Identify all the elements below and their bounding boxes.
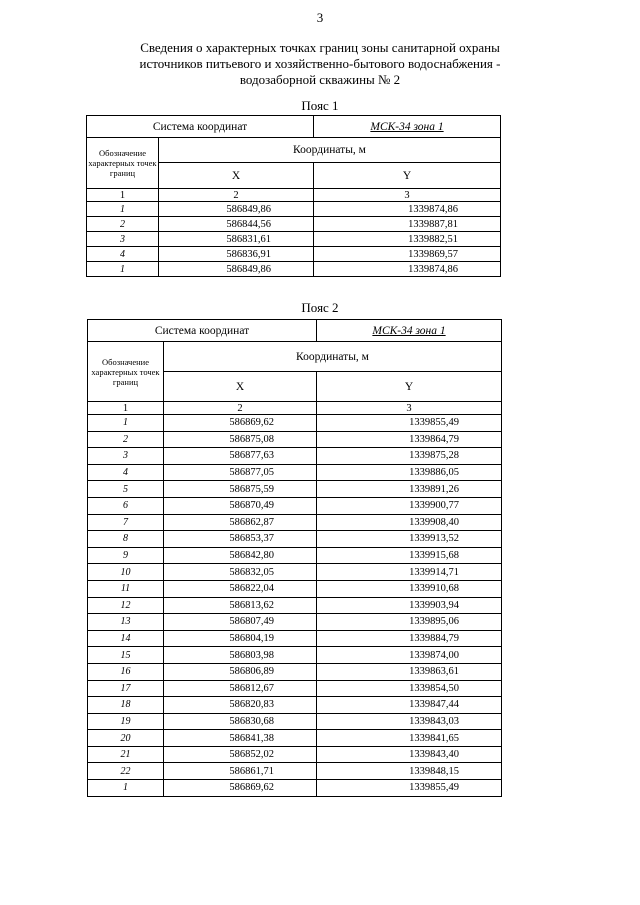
- point-cell: 11: [88, 580, 164, 597]
- y-cell: 1339903,94: [317, 597, 502, 614]
- table-row: [88, 564, 502, 581]
- x-cell: 586849,86: [159, 202, 314, 217]
- x-cell: 586812,67: [164, 680, 317, 697]
- y-cell: 1339886,05: [317, 464, 502, 481]
- point-cell: 18: [88, 697, 164, 714]
- table-row: [88, 580, 502, 597]
- title-line: источников питьевого и хозяйственно-бытового водоснабжения -: [139, 56, 501, 71]
- x-cell: 586861,71: [164, 763, 317, 780]
- y-cell: 1339869,57: [314, 247, 501, 262]
- y-cell: 1339874,00: [317, 647, 502, 664]
- point-cell: 9: [88, 547, 164, 564]
- point-cell: 2: [87, 217, 159, 232]
- coord-system-label: Система координат: [87, 116, 314, 138]
- x-cell: 586803,98: [164, 647, 317, 664]
- point-cell: 7: [88, 514, 164, 531]
- page-number: 3: [316, 10, 324, 25]
- y-cell: 1339891,26: [317, 481, 502, 498]
- y-header: Y: [317, 372, 502, 402]
- x-cell: 586849,86: [159, 262, 314, 277]
- y-cell: 1339847,44: [317, 697, 502, 714]
- point-cell: 1: [88, 415, 164, 432]
- col-number: 3: [317, 402, 502, 415]
- title-line: водозаборной скважины № 2: [239, 72, 401, 87]
- point-cell: 15: [88, 647, 164, 664]
- table-row: [88, 746, 502, 763]
- x-cell: 586853,37: [164, 531, 317, 548]
- table-row: [88, 713, 502, 730]
- table-row: [88, 697, 502, 714]
- coord-system-value: МСК-34 зона 1: [314, 116, 501, 138]
- table-row: [88, 464, 502, 481]
- col-number: 1: [87, 189, 159, 202]
- y-cell: 1339875,28: [317, 448, 502, 465]
- y-cell: 1339854,50: [317, 680, 502, 697]
- y-cell: 1339887,81: [314, 217, 501, 232]
- x-header: X: [164, 372, 317, 402]
- table-row: [88, 680, 502, 697]
- point-cell: 10: [88, 564, 164, 581]
- y-cell: 1339910,68: [317, 580, 502, 597]
- point-cell: 3: [88, 448, 164, 465]
- table-row: [88, 597, 502, 614]
- y-cell: 1339841,65: [317, 730, 502, 747]
- point-cell: 16: [88, 663, 164, 680]
- x-cell: 586875,08: [164, 431, 317, 448]
- y-cell: 1339913,52: [317, 531, 502, 548]
- x-cell: 586862,87: [164, 514, 317, 531]
- point-cell: 13: [88, 614, 164, 631]
- table-row: [88, 763, 502, 780]
- table-row: [88, 497, 502, 514]
- point-cell: 12: [88, 597, 164, 614]
- table-row: [88, 448, 502, 465]
- designation-header: Обозначение характерных точек границ: [88, 342, 164, 402]
- point-cell: 1: [88, 780, 164, 797]
- x-cell: 586836,91: [159, 247, 314, 262]
- x-cell: 586841,38: [164, 730, 317, 747]
- y-cell: 1339914,71: [317, 564, 502, 581]
- y-cell: 1339864,79: [317, 431, 502, 448]
- y-header: Y: [314, 163, 501, 189]
- coordinates-header: Координаты, м: [164, 342, 502, 372]
- point-cell: 1: [87, 202, 159, 217]
- table-row: [88, 614, 502, 631]
- table-row: [88, 481, 502, 498]
- point-cell: 8: [88, 531, 164, 548]
- point-cell: 2: [88, 431, 164, 448]
- col-number: 3: [314, 189, 501, 202]
- y-cell: 1339848,15: [317, 763, 502, 780]
- point-cell: 5: [88, 481, 164, 498]
- title-line: Сведения о характерных точках границ зоны санитарной охраны: [140, 40, 500, 55]
- table-row: [88, 663, 502, 680]
- zone-2-table: [87, 319, 502, 797]
- x-cell: 586804,19: [164, 630, 317, 647]
- y-cell: 1339874,86: [314, 262, 501, 277]
- x-cell: 586870,49: [164, 497, 317, 514]
- x-cell: 586830,68: [164, 713, 317, 730]
- zone-2-label: Пояс 2: [301, 300, 339, 315]
- table-row: [88, 630, 502, 647]
- table-row: [87, 232, 501, 247]
- x-cell: 586831,61: [159, 232, 314, 247]
- table-row: [88, 780, 502, 797]
- x-cell: 586875,59: [164, 481, 317, 498]
- x-cell: 586842,80: [164, 547, 317, 564]
- x-cell: 586807,49: [164, 614, 317, 631]
- point-cell: 14: [88, 630, 164, 647]
- point-cell: 19: [88, 713, 164, 730]
- coordinates-header: Координаты, м: [159, 138, 501, 163]
- table-row: [88, 730, 502, 747]
- document-title: [80, 40, 560, 88]
- designation-header: Обозначение характерных точек границ: [87, 138, 159, 189]
- coord-system-value: МСК-34 зона 1: [317, 320, 502, 342]
- coord-system-label: Система координат: [88, 320, 317, 342]
- table-row: [87, 262, 501, 277]
- table-row: [88, 547, 502, 564]
- x-cell: 586869,62: [164, 415, 317, 432]
- y-cell: 1339900,77: [317, 497, 502, 514]
- x-header: X: [159, 163, 314, 189]
- x-cell: 586813,62: [164, 597, 317, 614]
- x-cell: 586820,83: [164, 697, 317, 714]
- table-row: [88, 647, 502, 664]
- table-row: [87, 202, 501, 217]
- point-cell: 21: [88, 746, 164, 763]
- table-row: [88, 431, 502, 448]
- x-cell: 586877,05: [164, 464, 317, 481]
- col-number: 2: [159, 189, 314, 202]
- table-row: [88, 514, 502, 531]
- table-row: [87, 247, 501, 262]
- point-cell: 1: [87, 262, 159, 277]
- y-cell: 1339855,49: [317, 780, 502, 797]
- zone-1-table: [86, 115, 501, 277]
- y-cell: 1339874,86: [314, 202, 501, 217]
- x-cell: 586844,56: [159, 217, 314, 232]
- y-cell: 1339843,03: [317, 713, 502, 730]
- zone-1-label: Пояс 1: [301, 98, 339, 113]
- col-number: 1: [88, 402, 164, 415]
- x-cell: 586869,62: [164, 780, 317, 797]
- y-cell: 1339882,51: [314, 232, 501, 247]
- y-cell: 1339884,79: [317, 630, 502, 647]
- y-cell: 1339855,49: [317, 415, 502, 432]
- x-cell: 586806,89: [164, 663, 317, 680]
- col-number: 2: [164, 402, 317, 415]
- point-cell: 6: [88, 497, 164, 514]
- table-row: [88, 415, 502, 432]
- y-cell: 1339863,61: [317, 663, 502, 680]
- point-cell: 22: [88, 763, 164, 780]
- table-row: [87, 217, 501, 232]
- y-cell: 1339915,68: [317, 547, 502, 564]
- point-cell: 4: [87, 247, 159, 262]
- x-cell: 586822,04: [164, 580, 317, 597]
- y-cell: 1339908,40: [317, 514, 502, 531]
- y-cell: 1339895,06: [317, 614, 502, 631]
- x-cell: 586877,63: [164, 448, 317, 465]
- point-cell: 3: [87, 232, 159, 247]
- y-cell: 1339843,40: [317, 746, 502, 763]
- point-cell: 17: [88, 680, 164, 697]
- x-cell: 586832,05: [164, 564, 317, 581]
- x-cell: 586852,02: [164, 746, 317, 763]
- point-cell: 20: [88, 730, 164, 747]
- table-row: [88, 531, 502, 548]
- point-cell: 4: [88, 464, 164, 481]
